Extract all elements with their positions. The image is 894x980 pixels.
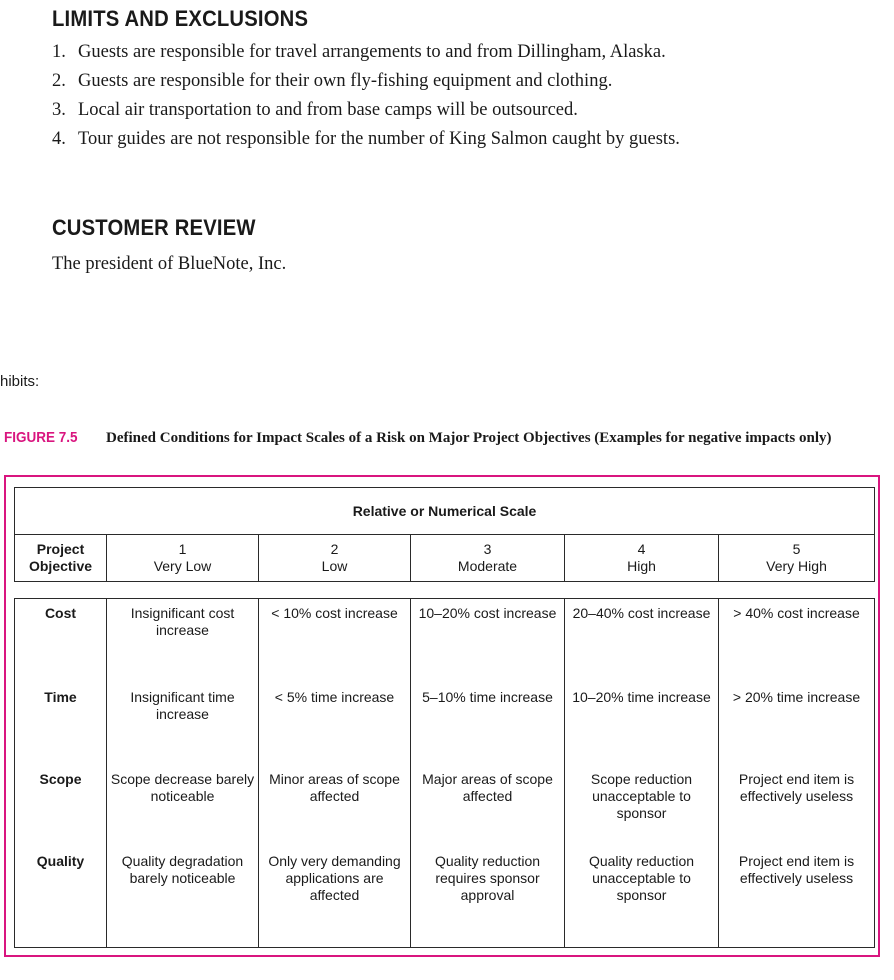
row-objective: Scope [15, 765, 107, 847]
table-cell: < 10% cost increase [259, 599, 411, 683]
level-header: 4 High [565, 535, 719, 582]
list-item: 3. Local air transportation to and from base camps will be outsourced. [52, 100, 578, 120]
limits-list [52, 40, 832, 156]
list-item: 4. Tour guides are not responsible for the number of King Salmon caught by guests. [52, 129, 680, 149]
list-item: 2. Guests are responsible for their own fly-fishing equipment and clothing. [52, 71, 613, 91]
table-cell: Project end item is effectively useless [719, 765, 875, 847]
table-cell: Quality reduction requires sponsor approval [411, 847, 565, 948]
table-cell: Quality reduction unacceptable to sponsor [565, 847, 719, 948]
table-cell: > 20% time increase [719, 683, 875, 765]
table-cell: Scope decrease barely noticeable [107, 765, 259, 847]
figure-label: FIGURE 7.5 [4, 429, 78, 446]
table-cell: < 5% time increase [259, 683, 411, 765]
scale-title: Relative or Numerical Scale [15, 488, 875, 535]
limits-heading: LIMITS AND EXCLUSIONS [52, 6, 309, 31]
table-cell: Insignificant time increase [107, 683, 259, 765]
table-cell: 20–40% cost increase [565, 599, 719, 683]
level-header: 5 Very High [719, 535, 875, 582]
objective-header: Project Objective [15, 535, 107, 582]
table-separator [15, 582, 875, 599]
table-row [15, 765, 875, 847]
table-cell: Minor areas of scope affected [259, 765, 411, 847]
level-header: 3 Moderate [411, 535, 565, 582]
table-cell: Insignificant cost increase [107, 599, 259, 683]
row-objective: Time [15, 683, 107, 765]
list-item: 1. Guests are responsible for travel arrangements to and from Dillingham, Alaska. [52, 42, 666, 62]
row-objective: Cost [15, 599, 107, 683]
table-cell: > 40% cost increase [719, 599, 875, 683]
table-row [15, 599, 875, 683]
impact-scale-table [14, 487, 875, 948]
table-cell: Major areas of scope affected [411, 765, 565, 847]
level-header: 1 Very Low [107, 535, 259, 582]
table-cell: 10–20% cost increase [411, 599, 565, 683]
table-cell: Project end item is effectively useless [719, 847, 875, 948]
table-cell: Scope reduction unacceptable to sponsor [565, 765, 719, 847]
customer-review-heading: CUSTOMER REVIEW [52, 215, 256, 240]
table-cell: 10–20% time increase [565, 683, 719, 765]
table-row [15, 683, 875, 765]
row-objective: Quality [15, 847, 107, 948]
table-row [15, 847, 875, 948]
level-header: 2 Low [259, 535, 411, 582]
table-cell: Quality degradation barely noticeable [107, 847, 259, 948]
table-cell: 5–10% time increase [411, 683, 565, 765]
customer-review-text: The president of BlueNote, Inc. [52, 254, 287, 274]
figure-caption: Defined Conditions for Impact Scales of a Risk on Major Project Objectives (Examples for negative impacts only) [106, 430, 832, 446]
exhibits-label: hibits: [0, 373, 40, 390]
table-cell: Only very demanding applications are affected [259, 847, 411, 948]
